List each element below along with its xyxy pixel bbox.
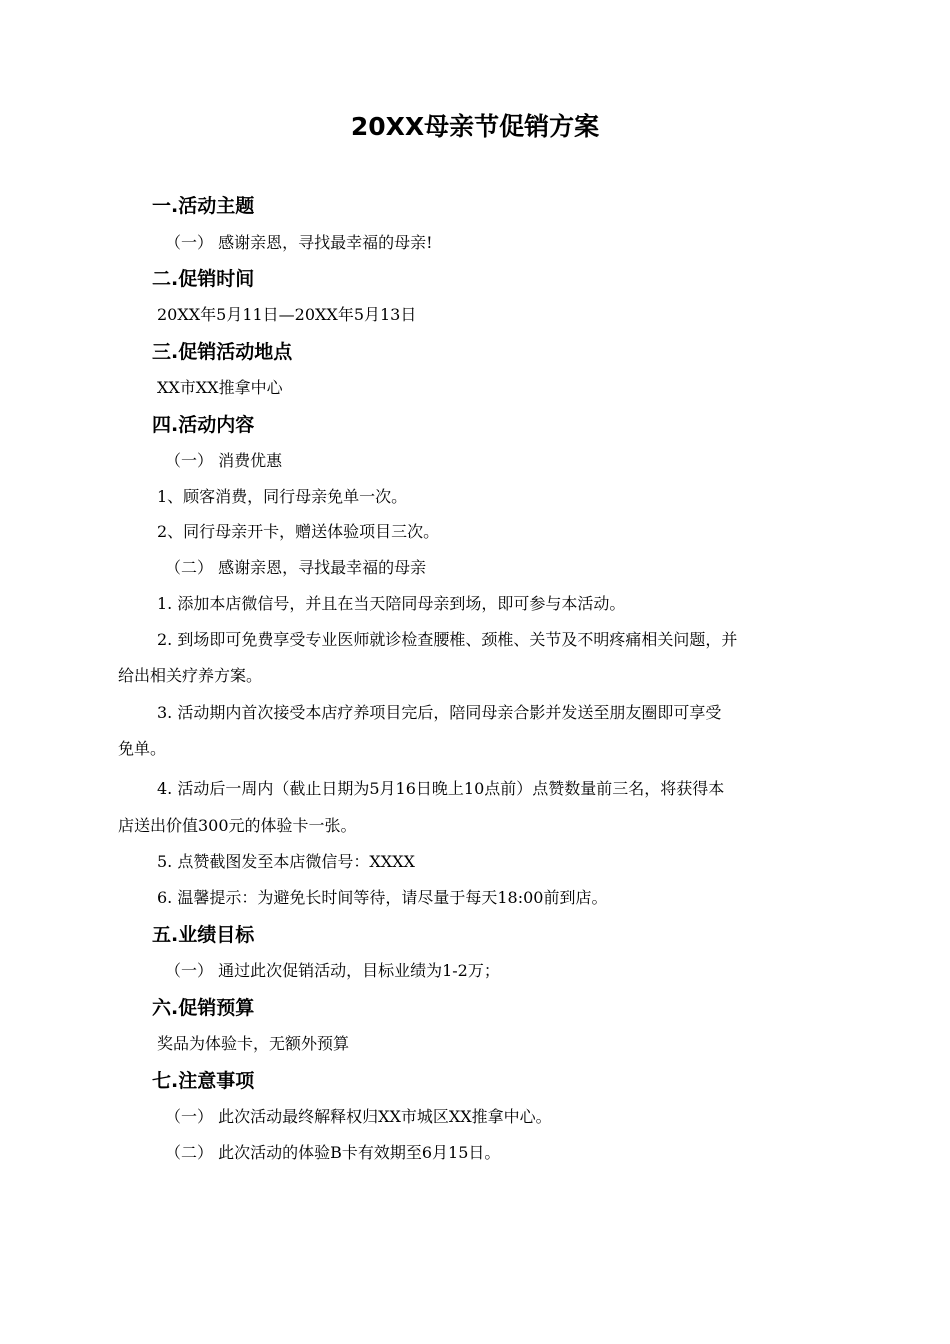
section-heading: 四.活动内容 (152, 414, 255, 436)
section-heading: 二.促销时间 (152, 268, 255, 290)
section-heading: 五.业绩目标 (152, 924, 255, 946)
paragraph: （二） 此次活动的体验B卡有效期至6月15日。 (165, 1143, 501, 1162)
paragraph: 店送出价值300元的体验卡一张。 (118, 816, 357, 835)
page-title: 20XX母亲节促销方案 (350, 112, 600, 141)
paragraph: 奖品为体验卡，无额外预算 (157, 1034, 350, 1053)
paragraph: （一） 通过此次促销活动，目标业绩为1-2万； (165, 961, 500, 980)
paragraph: 1. 添加本店微信号，并且在当天陪同母亲到场，即可参与本活动。 (157, 594, 626, 613)
paragraph: 2、同行母亲开卡，赠送体验项目三次。 (157, 522, 440, 541)
section-heading: 七.注意事项 (152, 1070, 255, 1092)
paragraph: （二） 感谢亲恩，寻找最幸福的母亲 (165, 558, 427, 577)
paragraph: 1、顾客消费，同行母亲免单一次。 (157, 487, 408, 506)
paragraph: 2. 到场即可免费享受专业医师就诊检查腰椎、颈椎、关节及不明疼痛相关问题，并 (157, 630, 738, 649)
paragraph: （一） 消费优惠 (165, 451, 283, 470)
paragraph: 6. 温馨提示：为避免长时间等待，请尽量于每天18:00前到店。 (157, 888, 608, 907)
paragraph: （一） 此次活动最终解释权归XX市城区XX推拿中心。 (165, 1107, 552, 1126)
section-heading: 六.促销预算 (152, 997, 255, 1019)
paragraph: （一） 感谢亲恩，寻找最幸福的母亲! (165, 233, 433, 252)
paragraph: 免单。 (118, 739, 167, 758)
paragraph: XX市XX推拿中心 (157, 378, 283, 397)
section-heading: 一.活动主题 (152, 195, 255, 217)
paragraph: 20XX年5月11日—20XX年5月13日 (157, 305, 417, 324)
paragraph: 3. 活动期内首次接受本店疗养项目完后，陪同母亲合影并发送至朋友圈即可享受 (157, 703, 722, 722)
paragraph: 给出相关疗养方案。 (118, 666, 263, 685)
section-heading: 三.促销活动地点 (152, 341, 293, 363)
paragraph: 4. 活动后一周内（截止日期为5月16日晚上10点前）点赞数量前三名，将获得本 (157, 779, 725, 798)
paragraph: 5. 点赞截图发至本店微信号：XXXX (157, 852, 415, 871)
